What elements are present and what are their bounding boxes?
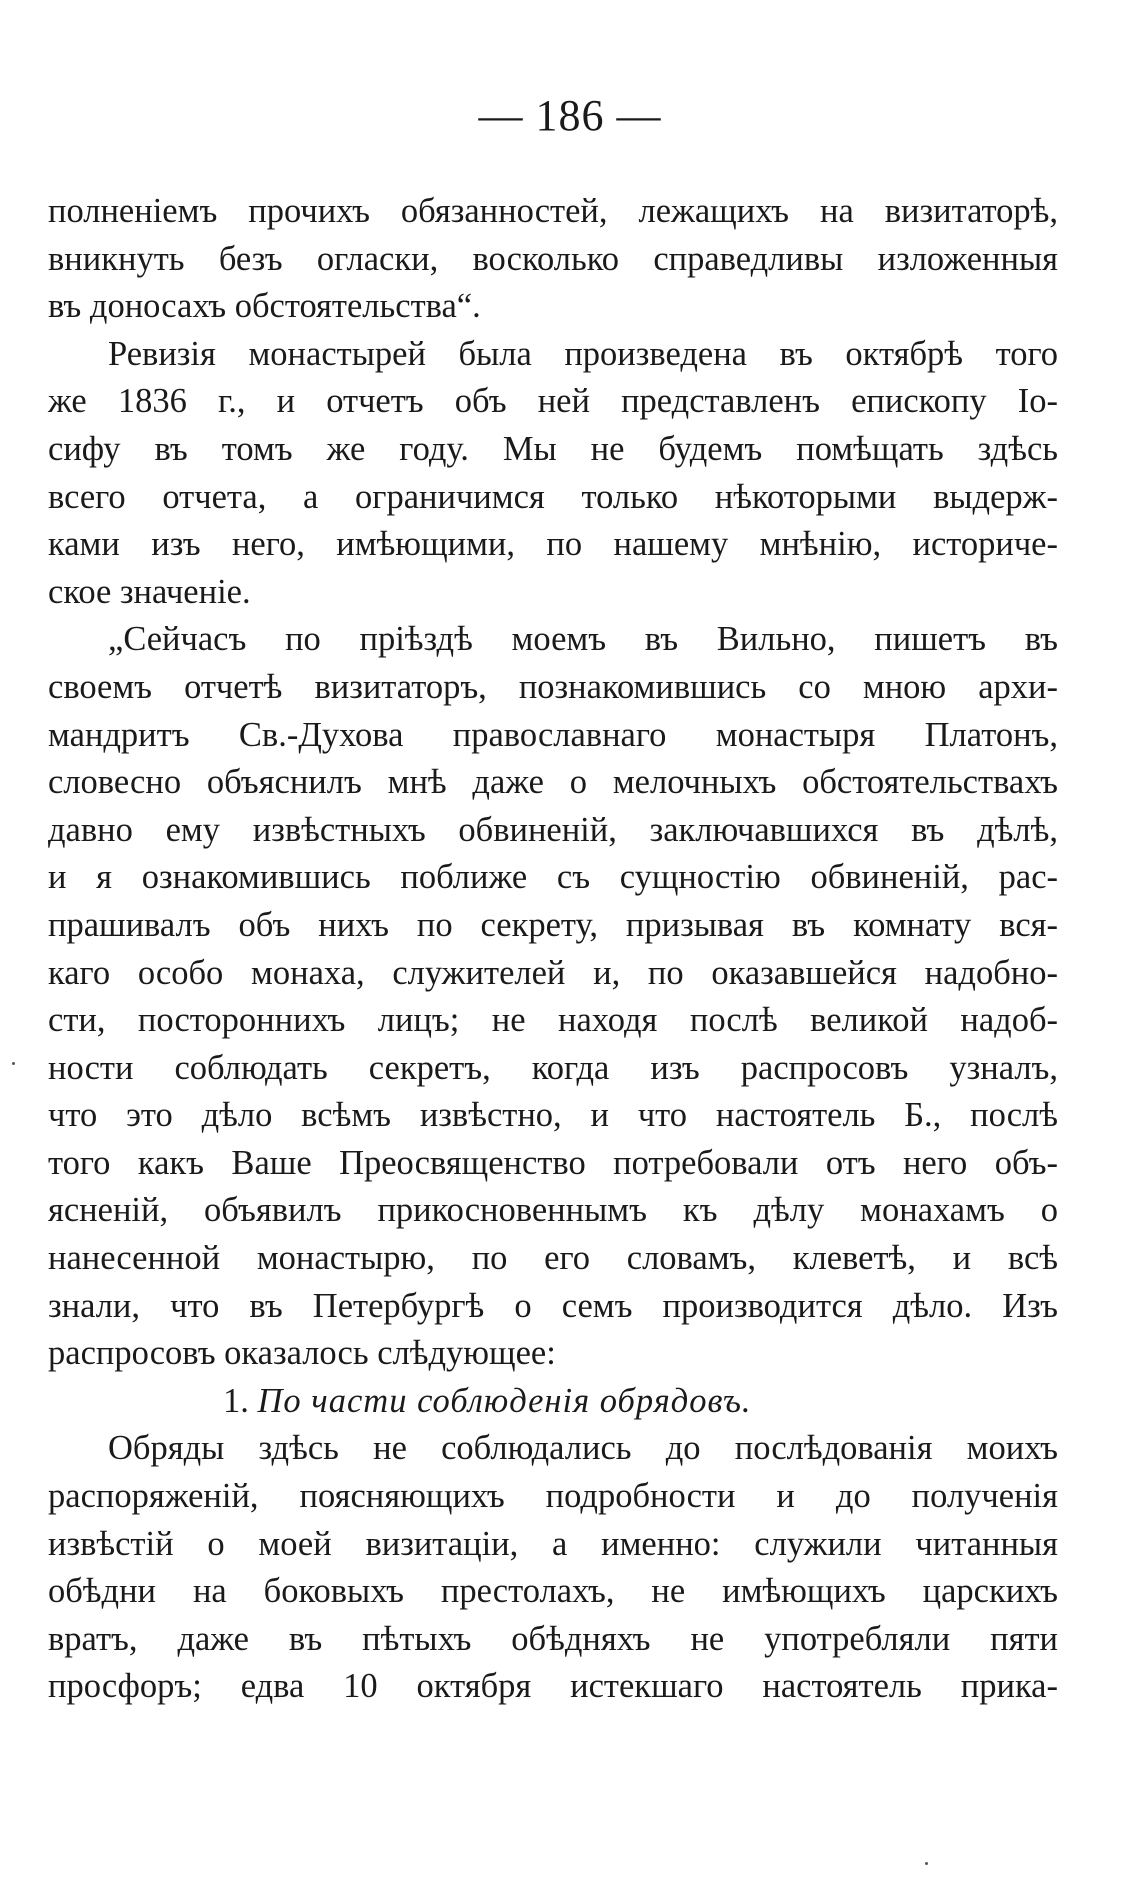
text-line: и я ознакомившись поближе съ сущностію обвиненій, рас-	[48, 858, 1058, 897]
print-speck	[925, 1862, 928, 1865]
section-heading	[48, 1378, 1058, 1426]
paragraph-4	[48, 1425, 1058, 1711]
body-text	[48, 188, 1058, 1711]
paragraph-1	[48, 188, 1058, 331]
text-line: же 1836 г., и отчетъ объ ней представленъ епископу Іо-	[48, 382, 1058, 421]
text-line: ясненій, объявилъ прикосновеннымъ къ дѣлу монахамъ о	[48, 1191, 1058, 1230]
text-line: давно ему извѣстныхъ обвиненій, заключавшихся въ дѣлѣ,	[48, 810, 1058, 849]
text-line: словесно объяснилъ мнѣ даже о мелочныхъ обстоятельствахъ	[48, 763, 1058, 802]
text-line: ское значеніе.	[48, 572, 251, 611]
text-line: ности соблюдать секретъ, когда изъ распросовъ узналъ,	[48, 1048, 1058, 1087]
text-line: что это дѣло всѣмъ извѣстно, и что настоятель Б., послѣ	[48, 1096, 1058, 1135]
page-number: — 186 —	[478, 91, 662, 140]
text-line: всего отчета, а ограничимся только нѣкоторыми выдерж-	[48, 477, 1058, 516]
text-line: сти, постороннихъ лицъ; не находя послѣ великой надоб-	[48, 1001, 1058, 1040]
text-line: просфоръ; едва 10 октября истекшаго настоятель прика-	[48, 1667, 1058, 1706]
text-line: распоряженій, поясняющихъ подробности и до полученія	[48, 1477, 1058, 1516]
text-line: вратъ, даже въ пѣтыхъ обѣдняхъ не употребляли пяти	[48, 1619, 1058, 1658]
text-line: каго особо монаха, служителей и, по оказавшейся надобно-	[48, 953, 1058, 992]
paragraph-2	[48, 331, 1058, 617]
text-line: извѣстій о моей визитаціи, а именно: служили читанныя	[48, 1524, 1058, 1563]
text-line: обѣдни на боковыхъ престолахъ, не имѣющихъ царскихъ	[48, 1572, 1058, 1611]
print-speck	[12, 1062, 15, 1065]
text-line: Ревизія монастырей была произведена въ октябрѣ того	[108, 334, 1058, 373]
text-line: прашивалъ объ нихъ по секрету, призывая въ комнату вся-	[48, 905, 1058, 944]
text-line: мандритъ Св.-Духова православнаго монастыря Платонъ,	[48, 715, 1058, 754]
text-line: ками изъ него, имѣющими, по нашему мнѣнію, историче-	[48, 525, 1058, 564]
text-line: „Сейчасъ по пріѣздѣ моемъ въ Вильно, пишетъ въ	[108, 620, 1058, 659]
paragraph-3	[48, 616, 1058, 1378]
text-line: полненіемъ прочихъ обязанностей, лежащихъ на визитаторѣ,	[48, 192, 1058, 230]
text-line: вникнуть безъ огласки, восколько справедливы изложенныя	[48, 239, 1058, 278]
section-number: 1.	[223, 1381, 249, 1420]
section-title: По части соблюденія обрядовъ.	[257, 1381, 752, 1420]
text-line: нанесенной монастырю, по его словамъ, клеветѣ, и всѣ	[48, 1239, 1058, 1278]
text-line: Обряды здѣсь не соблюдались до послѣдованія моихъ	[108, 1429, 1058, 1468]
text-line: сифу въ томъ же году. Мы не будемъ помѣщать здѣсь	[48, 429, 1058, 468]
text-line: въ доносахъ обстоятельства“.	[48, 287, 481, 326]
text-line: своемъ отчетѣ визитаторъ, познакомившись со мною архи-	[48, 667, 1058, 706]
text-line: знали, что въ Петербургѣ о семъ производится дѣло. Изъ	[48, 1286, 1058, 1325]
text-line: того какъ Ваше Преосвященство потребовали отъ него объ-	[48, 1143, 1058, 1182]
text-line: распросовъ оказалось слѣдующее:	[48, 1334, 556, 1373]
